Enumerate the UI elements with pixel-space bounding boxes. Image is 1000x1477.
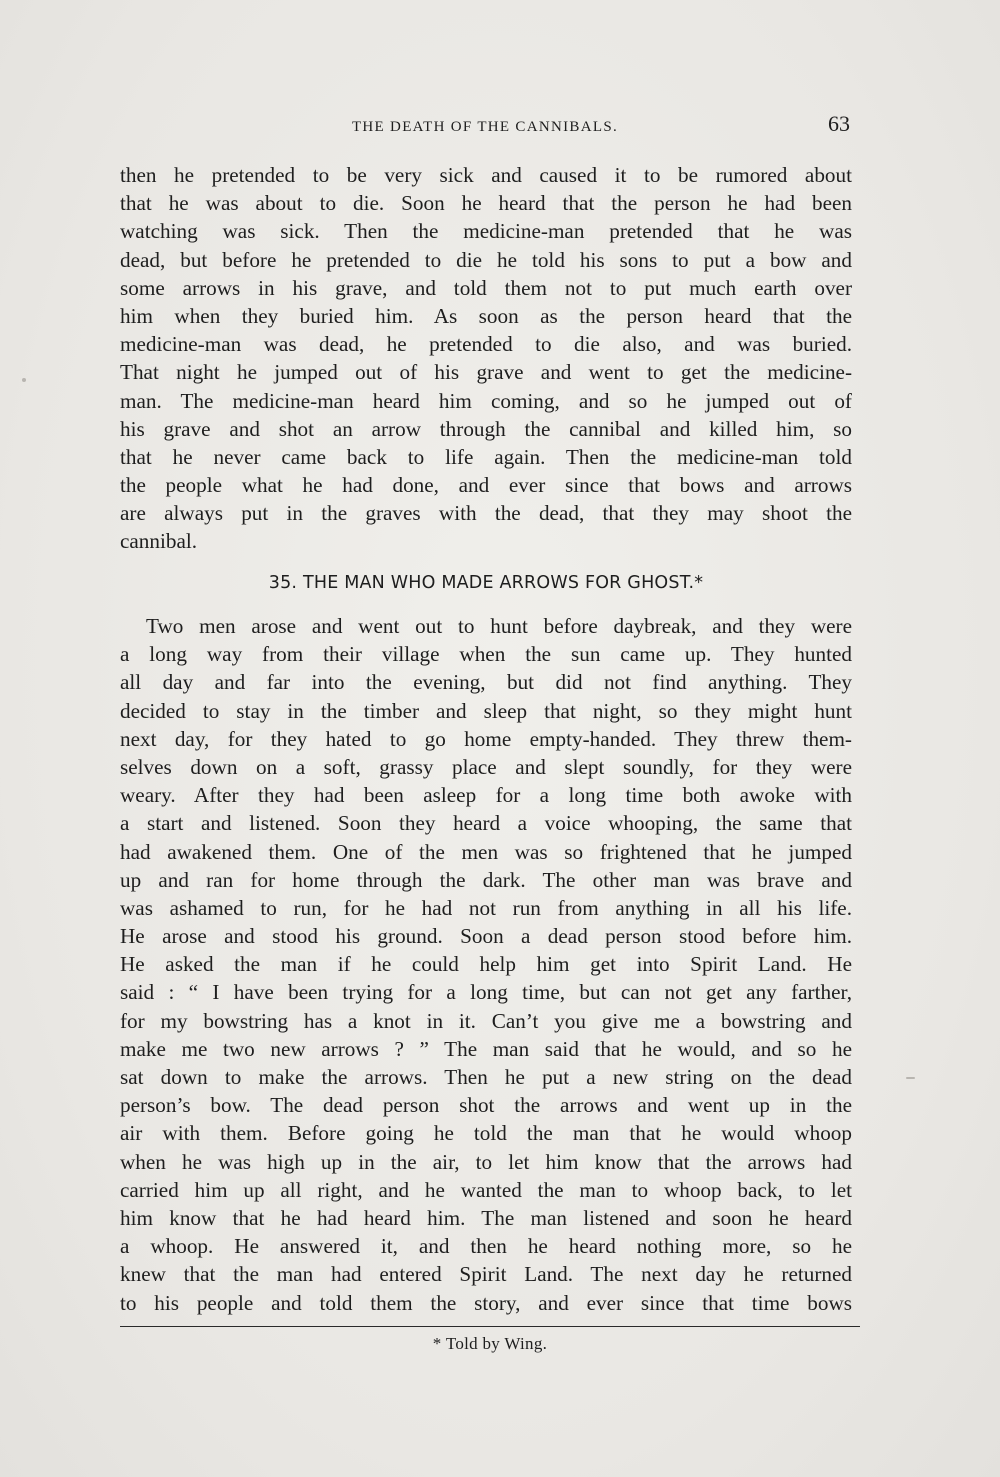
text-line: a long way from their village when the sun came up. They hunted	[120, 642, 852, 667]
text-line: sat down to make the arrows. Then he put a new string on the dead	[120, 1065, 852, 1089]
text-line: man. The medicine-man heard him coming, and so he jumped out of	[120, 388, 852, 413]
text-line: the people what he had done, and ever since that bows and arrows	[120, 473, 852, 498]
text-line: his grave and shot an arrow through the cannibal and killed him, so	[120, 416, 852, 441]
paragraph-continued	[120, 161, 852, 556]
text-line: decided to stay in the timber and sleep that night, so they might hunt	[120, 698, 852, 723]
text-line: when he was high up in the air, to let him know that the arrows had	[120, 1149, 852, 1174]
page-number: 63	[828, 111, 850, 136]
text-line: was ashamed to run, for he had not run from anything in all his life.	[120, 895, 852, 920]
footnote: * Told by Wing.	[432, 1334, 548, 1353]
text-line: that he was about to die. Soon he heard that the person he had been	[120, 191, 852, 216]
text-line: selves down on a soft, grassy place and slept soundly, for they were	[120, 754, 852, 779]
text-line: That night he jumped out of his grave and went to get the medicine-	[120, 360, 852, 385]
text-line: that he never came back to life again. Then the medicine-man told	[120, 444, 852, 469]
text-line: dead, but before he pretended to die he told his sons to put a bow and	[120, 247, 852, 272]
text-line: are always put in the graves with the dead, that they may shoot the	[120, 501, 852, 526]
text-line: person’s bow. The dead person shot the arrows and went up in the	[120, 1093, 852, 1118]
text-line: a start and listened. Soon they heard a voice whooping, the same that	[120, 811, 852, 836]
text-line: carried him up all right, and he wanted the man to whoop back, to let	[120, 1177, 852, 1202]
paper-speck	[906, 1077, 915, 1079]
text-line: He asked the man if he could help him get into Spirit Land. He	[120, 952, 852, 977]
text-line: had awakened them. One of the men was so frightened that he jumped	[120, 839, 852, 864]
text-line: He arose and stood his ground. Soon a dead person stood before him.	[120, 924, 852, 949]
text-line: him when they buried him. As soon as the person heard that the	[120, 303, 852, 328]
text-line: knew that the man had entered Spirit Land. The next day he returned	[120, 1262, 852, 1287]
text-line: weary. After they had been asleep for a long time both awoke with	[120, 783, 852, 808]
text-line: next day, for they hated to go home empty-handed. They threw them-	[120, 726, 852, 751]
text-line: then he pretended to be very sick and caused it to be rumored about	[120, 163, 852, 187]
page-header	[120, 111, 850, 147]
text-line: him know that he had heard him. The man listened and soon he heard	[120, 1205, 852, 1230]
text-line: a whoop. He answered it, and then he heard nothing more, so he	[120, 1234, 852, 1259]
text-line: medicine-man was dead, he pretended to die also, and was buried.	[120, 332, 852, 357]
text-line: for my bowstring has a knot in it. Can’t you give me a bowstring and	[120, 1008, 852, 1033]
text-line: Two men arose and went out to hunt before daybreak, and they were	[146, 614, 852, 638]
text-line: air with them. Before going he told the man that he would whoop	[120, 1121, 852, 1146]
text-line: said : “ I have been trying for a long time, but can not get any farther,	[120, 980, 852, 1005]
running-head: THE DEATH OF THE CANNIBALS.	[351, 119, 619, 135]
text-line: up and ran for home through the dark. The other man was brave and	[120, 867, 852, 892]
footnote-rule	[120, 1326, 860, 1327]
paper-speck	[22, 378, 26, 382]
text-line: all day and far into the evening, but did not find anything. They	[120, 670, 852, 695]
section-heading: 35. THE MAN WHO MADE ARROWS FOR GHOST.*	[268, 573, 704, 593]
paragraph-story	[120, 612, 852, 1317]
text-line: to his people and told them the story, and ever since that time bows	[120, 1290, 852, 1315]
text-line: cannibal.	[120, 529, 198, 554]
text-line: some arrows in his grave, and told them not to put much earth over	[120, 275, 852, 300]
text-line: make me two new arrows ? ” The man said that he would, and so he	[120, 1036, 852, 1061]
text-line: watching was sick. Then the medicine-man pretended that he was	[120, 219, 852, 244]
